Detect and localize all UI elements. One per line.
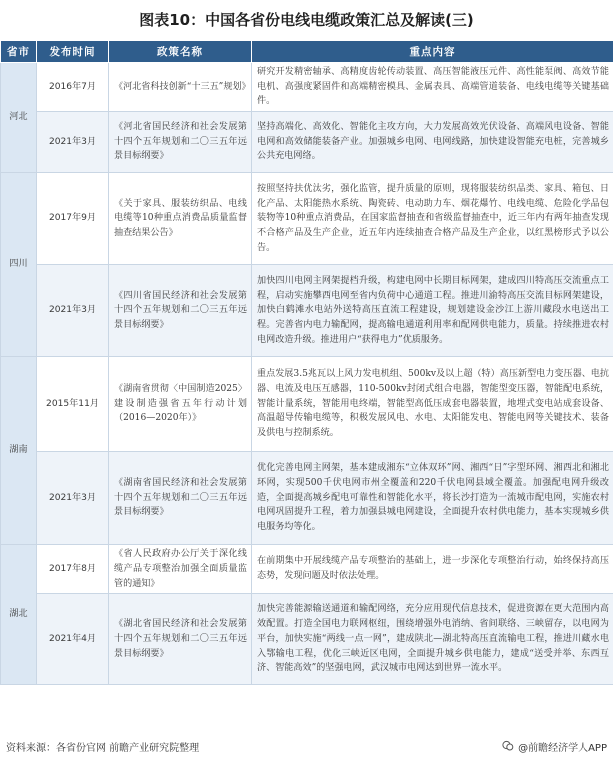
policy-name-cell: 《省人民政府办公厅关于深化线缆产品专项整治加强全面质量监管的通知》	[109, 545, 252, 594]
content-cell: 加快完善能源输送通道和输配网络，充分应用现代信息技术，促进资源在更大范围内高效配置。打造全国电力联网枢纽，围绕增强外电消纳、省间联络、三峡留存，以电网为平台，加快实施“两线一点一网”，建成陕北—湖北特高压直流输电工程，推进川藏水电入鄂输电工程，优化三峡近区电网，全面提升城乡供电能力，建成“送受并举、东西互济、智能高效”的坚强电网，武汉城市电网达到世界一流水平。	[252, 594, 613, 685]
brand-credit	[502, 739, 607, 754]
province-cell-sichuan: 四川	[1, 173, 37, 357]
policy-name-cell: 《湖南省国民经济和社会发展第十四个五年规划和二〇三五年远景目标纲要》	[109, 452, 252, 545]
wechat-icon	[502, 740, 514, 752]
table-row	[1, 357, 613, 452]
province-cell-hunan: 湖南	[1, 357, 37, 545]
content-cell: 重点发展3.5兆瓦以上风力发电机组、500kv及以上超（特）高压新型电力变压器、电抗器、电流及电压互感器，110-500kv封闭式组合电器，智能型变压器，智能配电系统，智能计量系统，智能用电终端，智能型高低压成套电器装置，地埋式变电站成套设备、高温超导传输电缆等，积极发展风电、水电、太阳能发电、智能电网等关键技术、装备及供电与控制系统。	[252, 357, 613, 452]
table-row	[1, 112, 613, 173]
time-cell: 2017年9月	[37, 173, 109, 265]
content-cell: 在前期集中开展线缆产品专项整治的基础上，进一步深化专项整治行动，始终保持高压态势，发现问题及时依法处理。	[252, 545, 613, 594]
footer	[0, 734, 613, 758]
content-cell: 研究开发精密轴承、高精度齿轮传动装置、高压智能液压元件、高性能泵阀、高效节能电机、高强度紧固件和高端精密模具、金属表具、高端管道装备、电线电缆等关键基础件。	[252, 63, 613, 112]
page-title: 图表10：中国各省份电线电缆政策汇总及解读(三)	[139, 10, 474, 29]
header-name: 政策名称	[109, 41, 252, 63]
brand-label: @前瞻经济学人APP	[518, 742, 607, 754]
time-cell: 2021年3月	[37, 452, 109, 545]
time-cell: 2021年4月	[37, 594, 109, 685]
table-row	[1, 265, 613, 357]
policy-name-cell: 《湖北省国民经济和社会发展第十四个五年规划和二〇三五年远景目标纲要》	[109, 594, 252, 685]
table-row	[1, 545, 613, 594]
content-cell: 加快四川电网主网架提档升级，构建电网中长期目标网架，建成四川特高压交流重点工程，启动实施攀西电网至省内负荷中心通道工程。推进川渝特高压交流目标网架建设，加快白鹤滩水电站外送特高压直流工程建设，规划建设金沙江上游川藏段水电送出工程。完善省内电力输配网，提高输电通道利用率和配网供电能力，质量。持续推进农村电网改造升级。推进用户“获得电力”优质服务。	[252, 265, 613, 357]
content-cell: 按照坚持扶优汰劣，强化监管，提升质量的原则，现将服装纺织品类、家具、箱包、日化产品、太阳能热水系统、陶瓷砖、电动助力车、烟花爆竹、电线电缆、危险化学品包装物等10种重点消费品，在国家监督抽查和省级监督抽查中，近三年内有两年抽查发现不合格产品及生产企业，近五年内连续抽查合格产品及生产企业，以红黑榜形式予以公告。	[252, 173, 613, 265]
province-cell-hubei: 湖北	[1, 545, 37, 685]
content-cell: 优化完善电网主网架，基本建成湘东“立体双环”网、湘西“日”字型环网、湘西北和湘北环网，实现500千伏电网市州全覆盖和220千伏电网县域全覆盖。加强配电网升级改造，全面提高城乡配电可靠性和智能化水平，将长沙打造为一流城市配电网，实施农村电网巩固提升工程，着力加强县城电网建设，全面提升农村供电能力，基本实现城乡供电服务均等化。	[252, 452, 613, 545]
time-cell: 2017年8月	[37, 545, 109, 594]
time-cell: 2015年11月	[37, 357, 109, 452]
header-content: 重点内容	[252, 41, 613, 63]
time-cell: 2021年3月	[37, 265, 109, 357]
table-row	[1, 173, 613, 265]
policy-name-cell: 《湖南省贯彻〈中国制造2025〉建设制造强省五年行动计划（2016—2020年）》	[109, 357, 252, 452]
header-province: 省市	[1, 41, 37, 63]
policy-name-cell: 《河北省国民经济和社会发展第十四个五年规划和二〇三五年远景目标纲要》	[109, 112, 252, 173]
time-cell: 2016年7月	[37, 63, 109, 112]
policy-name-cell: 《河北省科技创新“十三五”规划》	[109, 63, 252, 112]
policy-name-cell: 《四川省国民经济和社会发展第十四个五年规划和二〇三五年远景目标纲要》	[109, 265, 252, 357]
content-cell: 坚持高端化、高效化、智能化主攻方向，大力发展高效光伏设备、高端风电设备、智能电网和高效储能装备产业。加强城乡电网、电网线路，加快建设智能充电桩，完善城乡公共充电网络。	[252, 112, 613, 173]
table-header-row	[1, 41, 613, 63]
policy-name-cell: 《关于家具、服装纺织品、电线电缆等10种重点消费品质量监督抽查结果公告》	[109, 173, 252, 265]
province-cell-hebei: 河北	[1, 63, 37, 173]
policy-table	[0, 40, 613, 685]
table-row	[1, 63, 613, 112]
source-note: 资料来源：各省份官网 前瞻产业研究院整理	[6, 742, 200, 754]
time-cell: 2021年3月	[37, 112, 109, 173]
table-row	[1, 452, 613, 545]
table-row	[1, 594, 613, 685]
header-time: 发布时间	[37, 41, 109, 63]
